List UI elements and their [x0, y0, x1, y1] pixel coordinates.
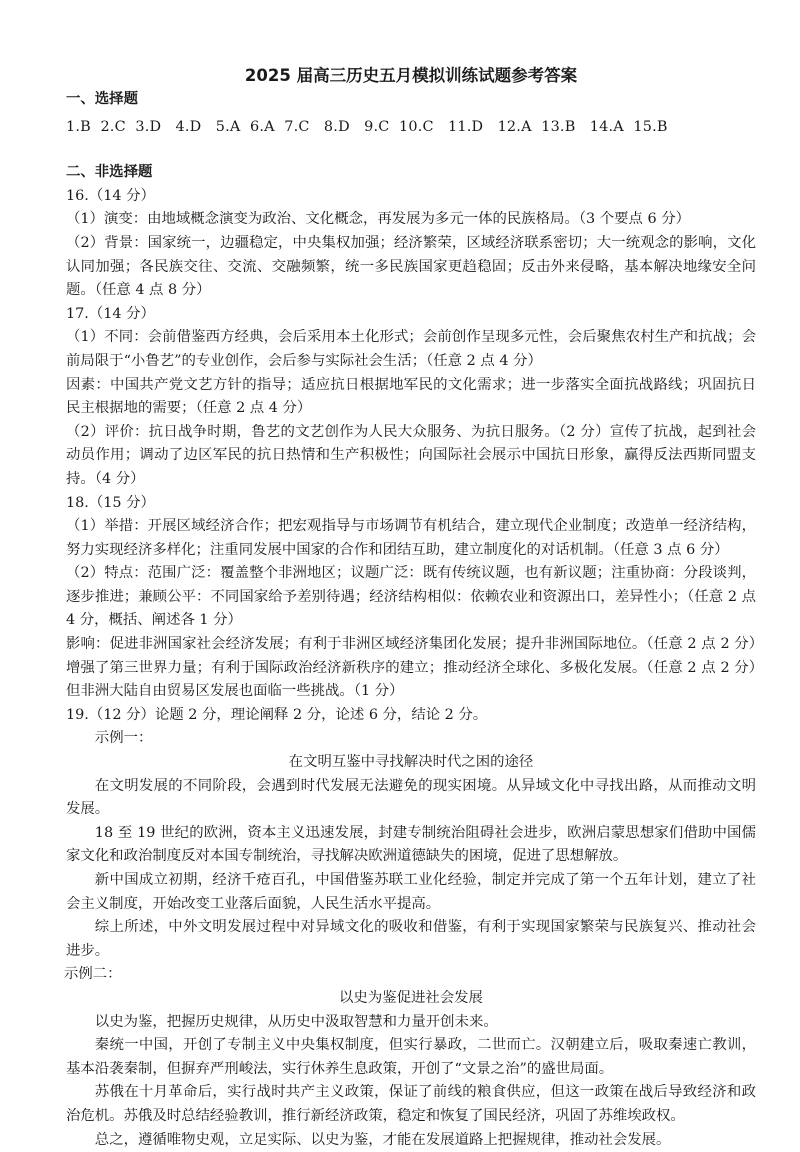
section-essay-heading: 二、非选择题 [66, 164, 153, 181]
q19-heading: 19.（12 分）论题 2 分，理论阐释 2 分，论述 6 分，结论 2 分。 [66, 706, 488, 723]
q18-part1: （1）举措：开展区域经济合作；把宏观指导与市场调节有机结合，建立现代企业制度；改造单一经济结构，努力实现经济多样化；注重同发展中国家的合作和团结互助，建立制度化的对话机制。（任意 3 点 6 分） [66, 518, 756, 558]
q18-part2: （2）特点：范围广泛：覆盖整个非洲地区；议题广泛：既有传统议题，也有新议题；注重协商：分段谈判，逐步推进；兼顾公平：不同国家给予差别待遇；经济结构相似：依赖农业和资源出口，差异性小；（任意 2 点 4 分，概括、阐述各 1 分） [66, 565, 756, 629]
choice-answer-line: 1.B 2.C 3.D 4.D 5.A 6.A 7.C 8.D 9.C 10.C 11.D 12.A 13.B 14.A 15.B [66, 118, 668, 135]
q16-heading: 16.（14 分） [66, 187, 155, 204]
q19-example2-para1: 以史为鉴，把握历史规律，从历史中汲取智慧和力量开创未来。 [94, 1013, 498, 1030]
q19-example2-para4: 总之，遵循唯物史观，立足实际、以史为鉴，才能在发展道路上把握规律，推动社会发展。 [94, 1131, 671, 1148]
q19-example1-para2: 18 至 19 世纪的欧洲，资本主义迅速发展，封建专制统治阻碍社会进步，欧洲启蒙思想家们借助中国儒家文化和政治制度反对本国专制统治，寻找解决欧洲道德缺失的困境，促进了思想解放。 [66, 824, 756, 865]
q19-example1-label: 示例一： [94, 730, 153, 747]
q18-heading: 18.（15 分） [66, 494, 155, 511]
q19-example2-label: 示例二： [64, 966, 122, 983]
q19-example2-para3: 苏俄在十月革命后，实行战时共产主义政策，保证了前线的粮食供应，但这一政策在战后导致经济和政治危机。苏俄及时总结经验教训，推行新经济政策，稳定和恢复了国民经济，巩固了苏维埃政权。 [66, 1084, 756, 1124]
section-choice-heading: 一、选择题 [66, 91, 138, 107]
q17-heading: 17.（14 分） [66, 305, 155, 322]
q16-part2: （2）背景：国家统一，边疆稳定，中央集权加强；经济繁荣，区域经济联系密切；大一统观念的影响，文化认同加强；各民族交往、交流、交融频繁，统一多民族国家更趋稳固；反击外来侵略，基本解决地缘安全问题。（任意 4 点 8 分） [66, 234, 756, 299]
q17-factors: 因素：中国共产党文艺方针的指导；适应抗日根据地军民的文化需求；进一步落实全面抗战路线；巩固抗日民主根据地的需要；（任意 2 点 4 分） [66, 376, 756, 417]
q17-part1: （1）不同：会前借鉴西方经典，会后采用本土化形式；会前创作呈现多元性，会后聚焦农村生产和抗战；会前局限于“小鲁艺”的专业创作，会后参与实际社会生活；（任意 2 点 4 分） [66, 329, 756, 369]
q19-example2-para2: 秦统一中国，开创了专制主义中央集权制度，但实行暴政，二世而亡。汉朝建立后，吸取秦速亡教训，基本沿袭秦制，但摒弃严刑峻法，实行休养生息政策，开创了“文景之治”的盛世局面。 [66, 1037, 756, 1077]
q19-example2-title: 以史为鉴促进社会发展 [339, 989, 483, 1006]
spacer [66, 139, 756, 161]
page-title: 2025 届高三历史五月模拟训练试题参考答案 [244, 66, 578, 85]
q19-example1-title: 在文明互鉴中寻找解决时代之困的途径 [288, 754, 534, 771]
q17-part2: （2）评价：抗日战争时期，鲁艺的文艺创作为人民大众服务、为抗日服务。（2 分）宣传了抗战，起到社会动员作用；调动了边区军民的抗日热情和生产积极性；向国际社会展示中国抗日形象，赢得反法西斯同盟支持。（4 分） [66, 423, 756, 487]
q19-example1-para1: 在文明发展的不同阶段，会遇到时代发展无法避免的现实困境。从异域文化中寻找出路，从而推动文明发展。 [66, 777, 756, 818]
q16-part1: （1）演变：由地域概念演变为政治、文化概念，再发展为多元一体的民族格局。（3 个要点 6 分） [66, 211, 691, 228]
q19-example1-para3: 新中国成立初期，经济千疮百孔，中国借鉴苏联工业化经验，制定并完成了第一个五年计划，建立了社会主义制度，开始改变工业落后面貌，人民生活水平提高。 [66, 872, 756, 912]
q19-example1-para4: 综上所述，中外文明发展过程中对异域文化的吸收和借鉴，有利于实现国家繁荣与民族复兴、推动社会进步。 [66, 919, 756, 959]
q18-impact: 影响：促进非洲国家社会经济发展；有利于非洲区域经济集团化发展；提升非洲国际地位。（任意 2 点 2 分）增强了第三世界力量；有利于国际政治经济新秩序的建立；推动经济全球化、多极化发展。（任意 2 点 2 分）但非洲大陆自由贸易区发展也面临一些挑战。（1 分） [66, 636, 756, 700]
